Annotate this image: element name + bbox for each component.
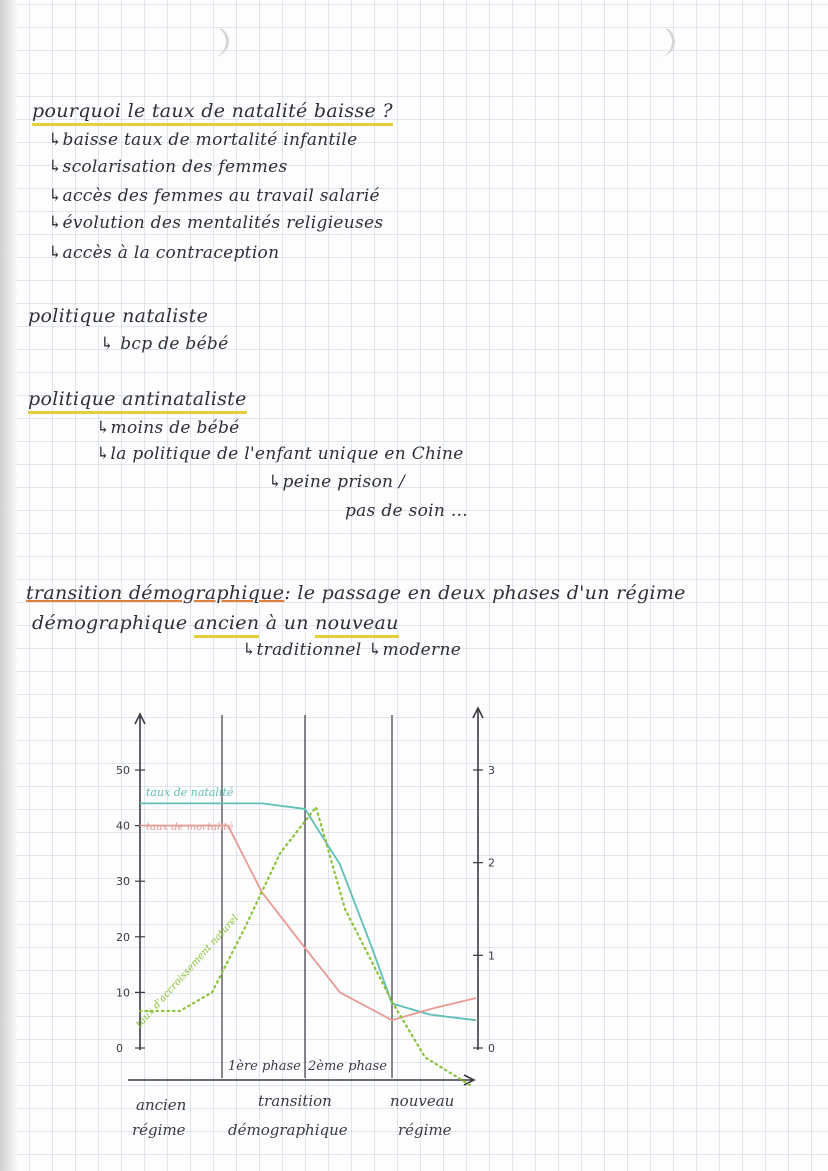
x-label-ancien: ancien — [136, 1096, 187, 1114]
note-line: pas de soin ... — [345, 501, 468, 521]
nataliste-title: politique nataliste — [28, 305, 209, 327]
x-label-regime-2: régime — [398, 1121, 452, 1139]
phase-label-1: 1ère phase — [228, 1059, 301, 1074]
note-traditionnel: ↳traditionnel — [242, 640, 362, 660]
transition-def-1: : le passage en deux phases d'un régime — [284, 582, 686, 604]
label-accroissement: taux d'accroissement naturel — [134, 913, 241, 1031]
label-mortalite: taux de mortalité — [146, 822, 234, 833]
note-line: ↳peine prison / — [268, 472, 406, 492]
series-mortalite — [140, 826, 476, 1021]
label-natalite: taux de natalité — [146, 786, 234, 799]
transition-term: transition démographique — [26, 582, 285, 604]
x-label-nouveau: nouveau — [390, 1092, 455, 1110]
note-line: ↳accès à la contraception — [48, 243, 280, 263]
phase-label-2: 2ème phase — [308, 1059, 387, 1074]
transition-def-2d: nouveau — [315, 612, 399, 638]
x-label-transition: transition — [258, 1092, 332, 1110]
heading-why-birthrate: pourquoi le taux de natalité baisse ? — [32, 100, 393, 126]
note-moderne: ↳moderne — [368, 640, 462, 660]
note-line: ↳ bcp de bébé — [100, 334, 229, 354]
left-tick-label: 50 — [116, 764, 130, 777]
left-tick-label: 10 — [116, 986, 130, 1000]
note-line: ↳moins de bébé — [96, 418, 240, 438]
left-tick-label: 0 — [116, 1042, 123, 1055]
left-tick-label: 20 — [116, 930, 130, 944]
note-line: ↳la politique de l'enfant unique en Chine — [96, 444, 464, 464]
note-line: ↳scolarisation des femmes — [48, 157, 288, 177]
right-tick-label: 1 — [488, 949, 495, 963]
note-line: ↳accès des femmes au travail salarié — [48, 186, 380, 206]
left-tick-label: 40 — [116, 819, 130, 833]
right-tick-label: 3 — [488, 764, 495, 777]
note-line: ↳évolution des mentalités religieuses — [48, 213, 384, 233]
right-tick-label: 0 — [488, 1042, 495, 1055]
x-label-regime-1: régime — [132, 1121, 186, 1139]
transition-def-2a: démographique — [32, 612, 188, 634]
note-line: ↳baisse taux de mortalité infantile — [48, 130, 358, 150]
left-tick-label: 30 — [116, 875, 130, 889]
series-natalite — [140, 803, 476, 1020]
x-label-demographique: démographique — [228, 1121, 348, 1139]
heading-antinataliste: politique antinataliste — [28, 388, 247, 414]
transition-def-2b: ancien — [194, 612, 260, 638]
right-tick-label: 2 — [488, 856, 495, 870]
transition-def-2c: à un — [265, 612, 309, 634]
